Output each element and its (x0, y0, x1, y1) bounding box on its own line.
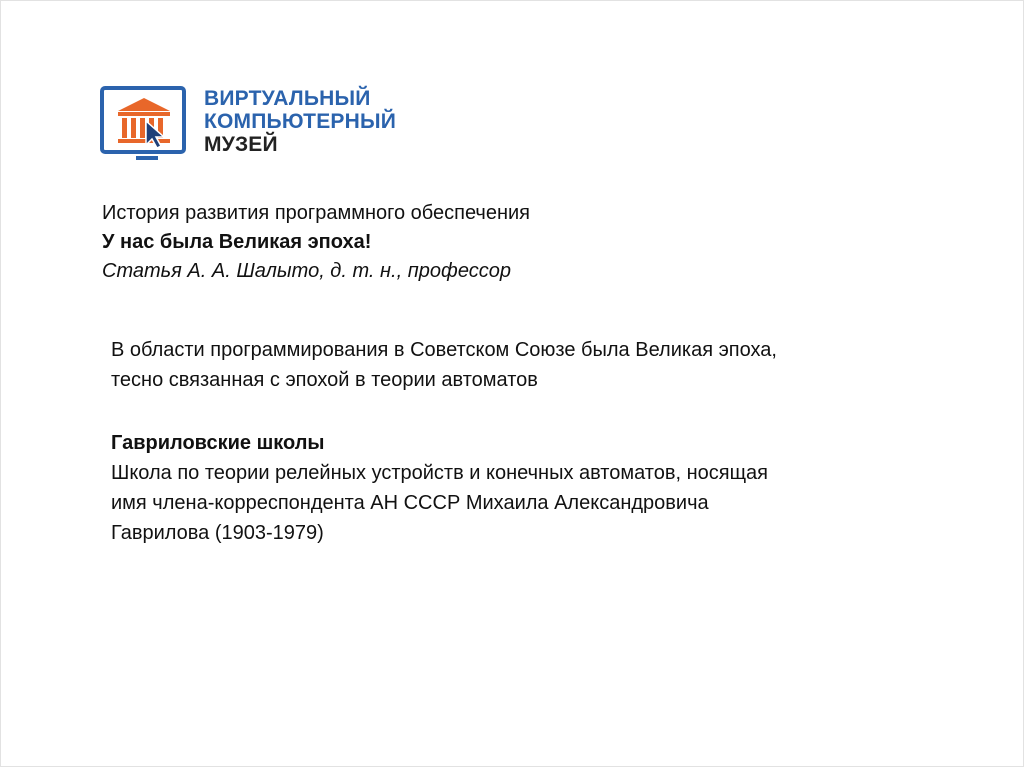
article-subtitle: У нас была Великая эпоха! (102, 231, 372, 253)
section-line-1: Школа по теории релейных устройств и конечных автоматов, носящая (111, 462, 769, 484)
article-header (102, 199, 802, 286)
logo-text (204, 87, 424, 156)
article-title: История развития программного обеспечения (102, 202, 530, 224)
section-line-2: имя члена-корреспондента АН СССР Михаила Александровича (111, 492, 709, 514)
article-body (111, 335, 911, 548)
paragraph-spacer (111, 395, 911, 428)
museum-monitor-icon (100, 85, 188, 165)
logo-line-2: КОМПЬЮТЕРНЫЙ (204, 110, 397, 133)
museum-logo[interactable] (100, 85, 420, 165)
intro-line-1: В области программирования в Советском Союзе была Великая эпоха, (111, 339, 777, 361)
intro-line-2: тесно связанная с эпохой в теории автоматов (111, 369, 538, 391)
logo-line-1: ВИРТУАЛЬНЫЙ (204, 87, 371, 110)
section-heading: Гавриловские школы (111, 432, 325, 454)
logo-line-3: МУЗЕЙ (204, 133, 278, 156)
article-byline: Статья А. А. Шалыто, д. т. н., профессор (102, 260, 512, 282)
section-line-3: Гаврилова (1903-1979) (111, 522, 324, 544)
